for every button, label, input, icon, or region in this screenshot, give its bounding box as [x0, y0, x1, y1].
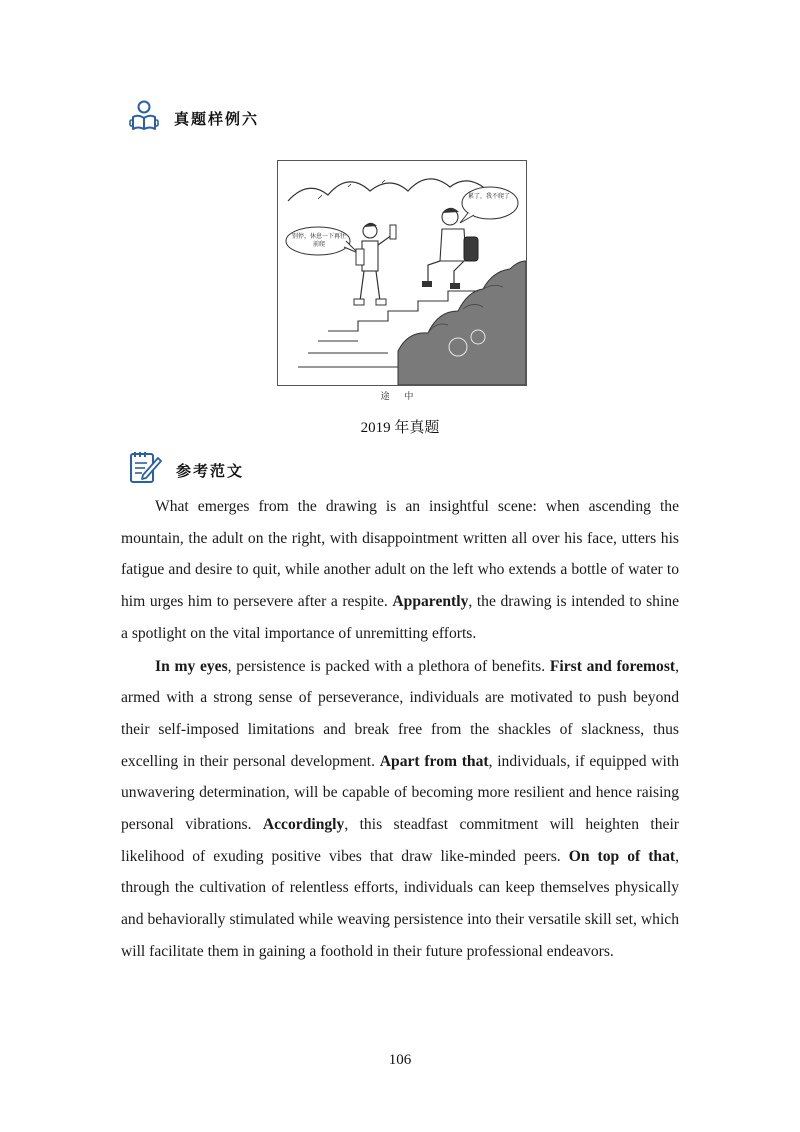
essay-transition-phrase: In my eyes — [155, 657, 228, 675]
figure-caption: 2019 年真题 — [360, 420, 440, 436]
figure-label: 途 中 — [380, 392, 420, 402]
section-title: 真题样例六 — [174, 110, 260, 128]
essay-paragraph-2 — [121, 651, 679, 968]
essay-text: , individuals, if equipped with unwavering determination, will be capable of becoming more resilient and hence raising personal vibrations. — [121, 752, 679, 834]
essay-transition-phrase: On top of that — [568, 847, 676, 865]
essay-text: , persistence is packed with a plethora of benefits. — [227, 657, 550, 675]
model-essay — [121, 491, 679, 969]
essay-text: What emerges from the drawing is an insightful scene: when ascending the mountain, the adult on the right, with disappointment written all over his face, utters his fatigue and desire to quit, while another adult on the left who extends a bottle of water to him urges him to persevere after a respite. — [121, 498, 679, 611]
essay-text: , through the cultivation of relentless efforts, individuals can keep themselves physically and behaviorally stimulated while weaving persistence into their versatile skill set, which will facilitate them in gaining a foothold in their future professional endeavors. — [121, 847, 679, 960]
speech-bubble-right: 累了，我不爬了 — [468, 193, 511, 200]
notepad-pen-icon — [128, 450, 162, 491]
essay-text: , the drawing is intended to shine a spotlight on the vital importance of unremitting efforts. — [121, 593, 679, 642]
essay-transition-phrase: Accordingly — [262, 816, 345, 834]
essay-transition-phrase: Apart from that — [379, 752, 489, 770]
section-title: 参考范文 — [176, 462, 245, 480]
page-number: 106 — [388, 1052, 412, 1068]
essay-transition-phrase: First and foremost — [549, 657, 676, 675]
speech-bubble-left: 别停，休息一下再往前爬 — [292, 233, 347, 248]
reader-icon — [128, 100, 160, 137]
essay-transition-phrase: Apparently — [392, 593, 469, 611]
section-heading-exam-sample — [128, 100, 259, 137]
essay-text: , this steadfast commitment will heighten their likelihood of exuding positive vibes that draw like-minded peers. — [121, 816, 679, 865]
essay-text: , armed with a strong sense of perseverance, individuals are motivated to push beyond their self-imposed limitations and break free from the shackles of slackness, thus excelling in their personal development. — [121, 657, 679, 770]
cartoon-figure — [277, 160, 527, 386]
essay-paragraph-1 — [121, 491, 679, 650]
section-heading-model-essay — [128, 450, 244, 491]
